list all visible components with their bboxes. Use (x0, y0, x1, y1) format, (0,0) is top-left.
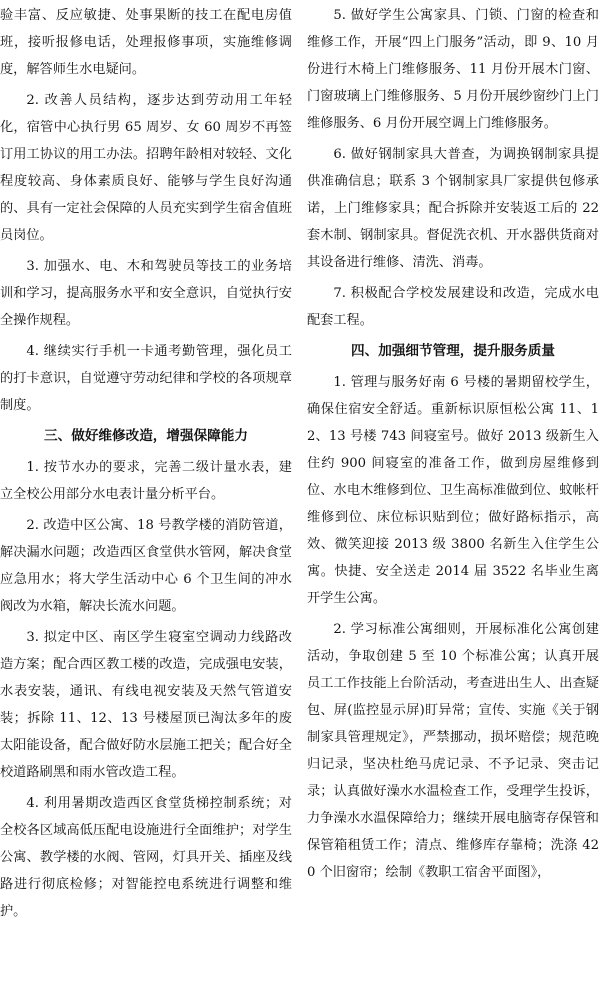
paragraph: 验丰富、反应敏捷、处事果断的技工在配电房值班，接听报修电话，处理报修事项，实施维修调度，解答师生水电疑问。 (0, 8, 292, 77)
paragraph: 4. 继续实行手机一卡通考勤管理，强化员工的打卡意识，自觉遵守劳动纪律和学校的各项规章制度。 (0, 344, 292, 413)
paragraph: 6. 做好钢制家具大普查，为调换钢制家具提供准确信息；联系 3 个钢制家具厂家提供包修承诺，上门维修家具；配合拆除并安装返工后的 22 套木制、钢制家具。督促洗衣机、开水器供货商对其设备进行维修、清洗、消毒。 (307, 147, 599, 270)
paragraph: 4. 利用暑期改造西区食堂货梯控制系统；对全校各区域高低压配电设施进行全面维护；对学生公寓、教学楼的水阀、管网，灯具开关、插座及线路进行彻底检修；对智能控电系统进行调整和维护。 (0, 796, 292, 919)
paragraph: 1. 按节水办的要求，完善二级计量水表，建立全校公用部分水电表计量分析平台。 (0, 460, 292, 502)
paragraph: 2. 改造中区公寓、18 号教学楼的消防管道，解决漏水问题；改造西区食堂供水管网，解决食堂应急用水；将大学生活动中心 6 个卫生间的冲水阀改为水箱，解决长流水问题。 (0, 518, 292, 614)
paragraph: 3. 加强水、电、木和驾驶员等技工的业务培训和学习，提高服务水平和安全意识，自觉执行安全操作规程。 (0, 259, 292, 328)
paragraph: 1. 管理与服务好南 6 号楼的暑期留校学生，确保住宿安全舒适。重新标识原恒松公寓 11、12、13 号楼 743 间寝室号。做好 2013 级新生入住约 900 间寝室的准备工作，做到房屋维修到位、水电木维修到位、卫生高标准做到位、蚊帐杆维修到位、床位标识贴到位；做好路标指示，高效、微笑迎接 2013 级 3800 名新生入住学生公寓。快捷、安全送走 2014 届 3522 名毕业生离开学生公寓。 (307, 375, 599, 606)
section-heading: 四、加强细节管理，提升服务质量 (351, 343, 555, 359)
left-column (0, 2, 292, 929)
paragraph: 7. 积极配合学校发展建设和改造，完成水电配套工程。 (307, 286, 599, 328)
paragraph: 5. 做好学生公寓家具、门锁、门窗的检查和维修工作，开展“四上门服务”活动，即 9、10 月份进行木椅上门维修服务、11 月份开展木门窗、门窗玻璃上门维修服务、5 月份开展纱窗纱门上门维修服务、6 月份开展空调上门维修服务。 (307, 8, 599, 131)
section-heading: 三、做好维修改造，增强保障能力 (44, 428, 248, 444)
paragraph: 3. 拟定中区、南区学生寝室空调动力线路改造方案；配合西区教工楼的改造，完成强电安装，水表安装，通讯、有线电视安装及天然气管道安装；拆除 11、12、13 号楼屋顶已淘汰多年的废太阳能设备，配合做好防水层施工把关；配合好全校道路刷黑和雨水管改造工程。 (0, 630, 292, 780)
paragraph: 2. 学习标准公寓细则，开展标准化公寓创建活动，争取创建 5 至 10 个标准公寓；认真开展员工工作技能上台阶活动，考查进出生人、出查疑包、屏(监控显示屏)盯异常；宣传、实施《关于钢制家具管理规定》，严禁挪动，损坏赔偿；规范晚归记录，坚决杜绝马虎记录、不予记录、突击记录；认真做好澡水水温检查工作，受理学生投诉，力争澡水水温保障给力；继续开展电脑寄存保管和保管箱租赁工作；清点、维修库存靠椅；洗涤 420 个旧窗帘；绘制《教职工宿舍平面图》， (307, 622, 599, 880)
paragraph: 2. 改善人员结构，逐步达到劳动用工年轻化，宿管中心执行男 65 周岁、女 60 周岁不再签订用工协议的用工办法。招聘年龄相对较轻、文化程度较高、身体素质良好、能够与学生良好沟通的、具有一定社会保障的人员充实到学生宿舍值班员岗位。 (0, 93, 292, 243)
right-column (307, 2, 599, 890)
